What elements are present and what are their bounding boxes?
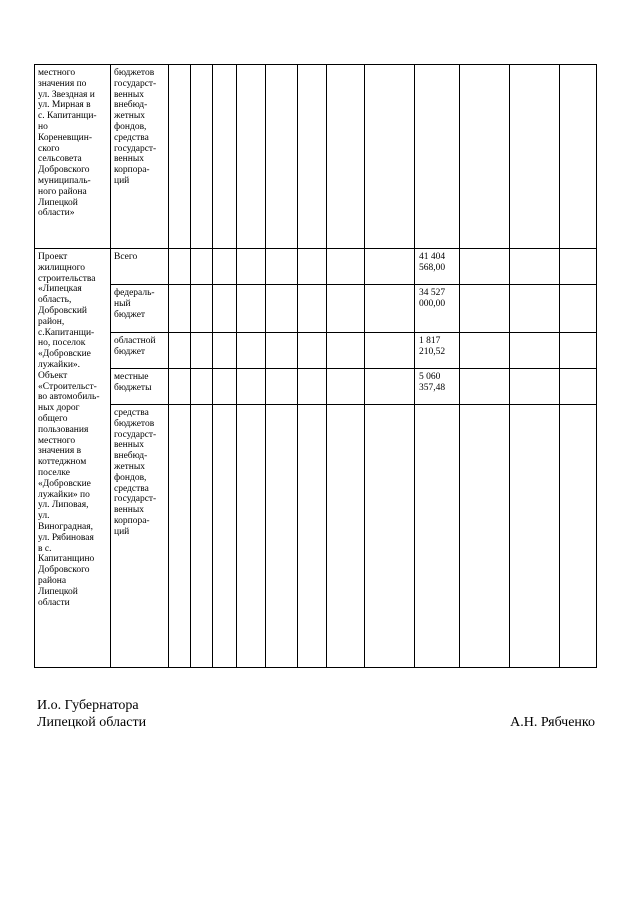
empty-cell [191,369,213,405]
empty-cell [560,333,597,369]
total-amount-cell [415,405,460,668]
empty-cell [266,333,298,369]
empty-cell [460,369,510,405]
empty-cell [327,249,365,285]
empty-cell [191,405,213,668]
empty-cell [327,65,365,249]
empty-cell [169,369,191,405]
empty-cell [298,65,327,249]
empty-cell [237,249,266,285]
empty-cell [560,369,597,405]
empty-cell [237,333,266,369]
empty-cell [460,405,510,668]
empty-cell [191,65,213,249]
empty-cell [510,405,560,668]
total-amount-cell: 1 817 210,52 [415,333,460,369]
table-row [35,285,597,333]
empty-cell [213,405,237,668]
empty-cell [169,285,191,333]
signatory-title-line2: Липецкой области [37,715,147,730]
table-row [35,333,597,369]
empty-cell [298,249,327,285]
table-row [35,65,597,249]
empty-cell [266,249,298,285]
empty-cell [266,369,298,405]
empty-cell [365,333,415,369]
empty-cell [213,285,237,333]
empty-cell [237,65,266,249]
total-amount-cell [415,65,460,249]
empty-cell [298,333,327,369]
empty-cell [298,369,327,405]
funding-source-cell: федераль- ный бюджет [111,285,169,333]
empty-cell [510,369,560,405]
signatory-name: А.Н. Рябченко [510,715,595,730]
empty-cell [191,249,213,285]
empty-cell [510,285,560,333]
total-amount-cell: 5 060 357,48 [415,369,460,405]
empty-cell [460,285,510,333]
empty-cell [266,65,298,249]
empty-cell [327,333,365,369]
empty-cell [365,405,415,668]
total-amount-cell: 41 404 568,00 [415,249,460,285]
event-name-cell: местного значения по ул. Звездная и ул. Мирная в с. Капитанщи- но Кореневщин- ского сельсовета Добровского муниципаль- ного района Липецкой области» [35,65,111,249]
empty-cell [365,249,415,285]
empty-cell [213,333,237,369]
empty-cell [298,285,327,333]
empty-cell [169,249,191,285]
empty-cell [460,249,510,285]
empty-cell [169,333,191,369]
funding-source-cell: местные бюджеты [111,369,169,405]
empty-cell [237,369,266,405]
empty-cell [460,333,510,369]
empty-cell [237,405,266,668]
financing-table [34,64,597,668]
empty-cell [327,405,365,668]
empty-cell [266,405,298,668]
empty-cell [560,405,597,668]
funding-source-cell: Всего [111,249,169,285]
table-row [35,249,597,285]
empty-cell [213,249,237,285]
empty-cell [365,369,415,405]
empty-cell [365,285,415,333]
signatory-title-line1: И.о. Губернатора [37,698,139,713]
total-amount-cell: 34 527 000,00 [415,285,460,333]
empty-cell [460,65,510,249]
signature-block [37,697,595,731]
empty-cell [213,369,237,405]
empty-cell [510,249,560,285]
empty-cell [169,65,191,249]
empty-cell [560,249,597,285]
empty-cell [191,333,213,369]
funding-source-cell: областной бюджет [111,333,169,369]
empty-cell [327,285,365,333]
empty-cell [237,285,266,333]
funding-source-cell: средства бюджетов государст- венных внебюд- жетных фондов, средства государст- венных корпора- ций [111,405,169,668]
empty-cell [510,65,560,249]
table-row [35,369,597,405]
empty-cell [191,285,213,333]
empty-cell [266,285,298,333]
table-row [35,405,597,668]
empty-cell [327,369,365,405]
empty-cell [169,405,191,668]
empty-cell [365,65,415,249]
empty-cell [510,333,560,369]
event-name-cell: Проект жилищного строительства «Липецкая область, Добровский район, с.Капитанщи- но, поселок «Добровские лужайки». Объект «Строительст- во автомобиль- ных дорог общего пользования местного значения в коттеджном поселке «Добровские лужайки» по ул. Липовая, ул. Виноградная, ул. Рябиновая в с. Капитанщино Добровского района Липецкой области [35,249,111,668]
empty-cell [560,285,597,333]
empty-cell [213,65,237,249]
funding-source-cell: бюджетов государст- венных внебюд- жетных фондов, средства государст- венных корпора- ций [111,65,169,249]
empty-cell [298,405,327,668]
empty-cell [560,65,597,249]
